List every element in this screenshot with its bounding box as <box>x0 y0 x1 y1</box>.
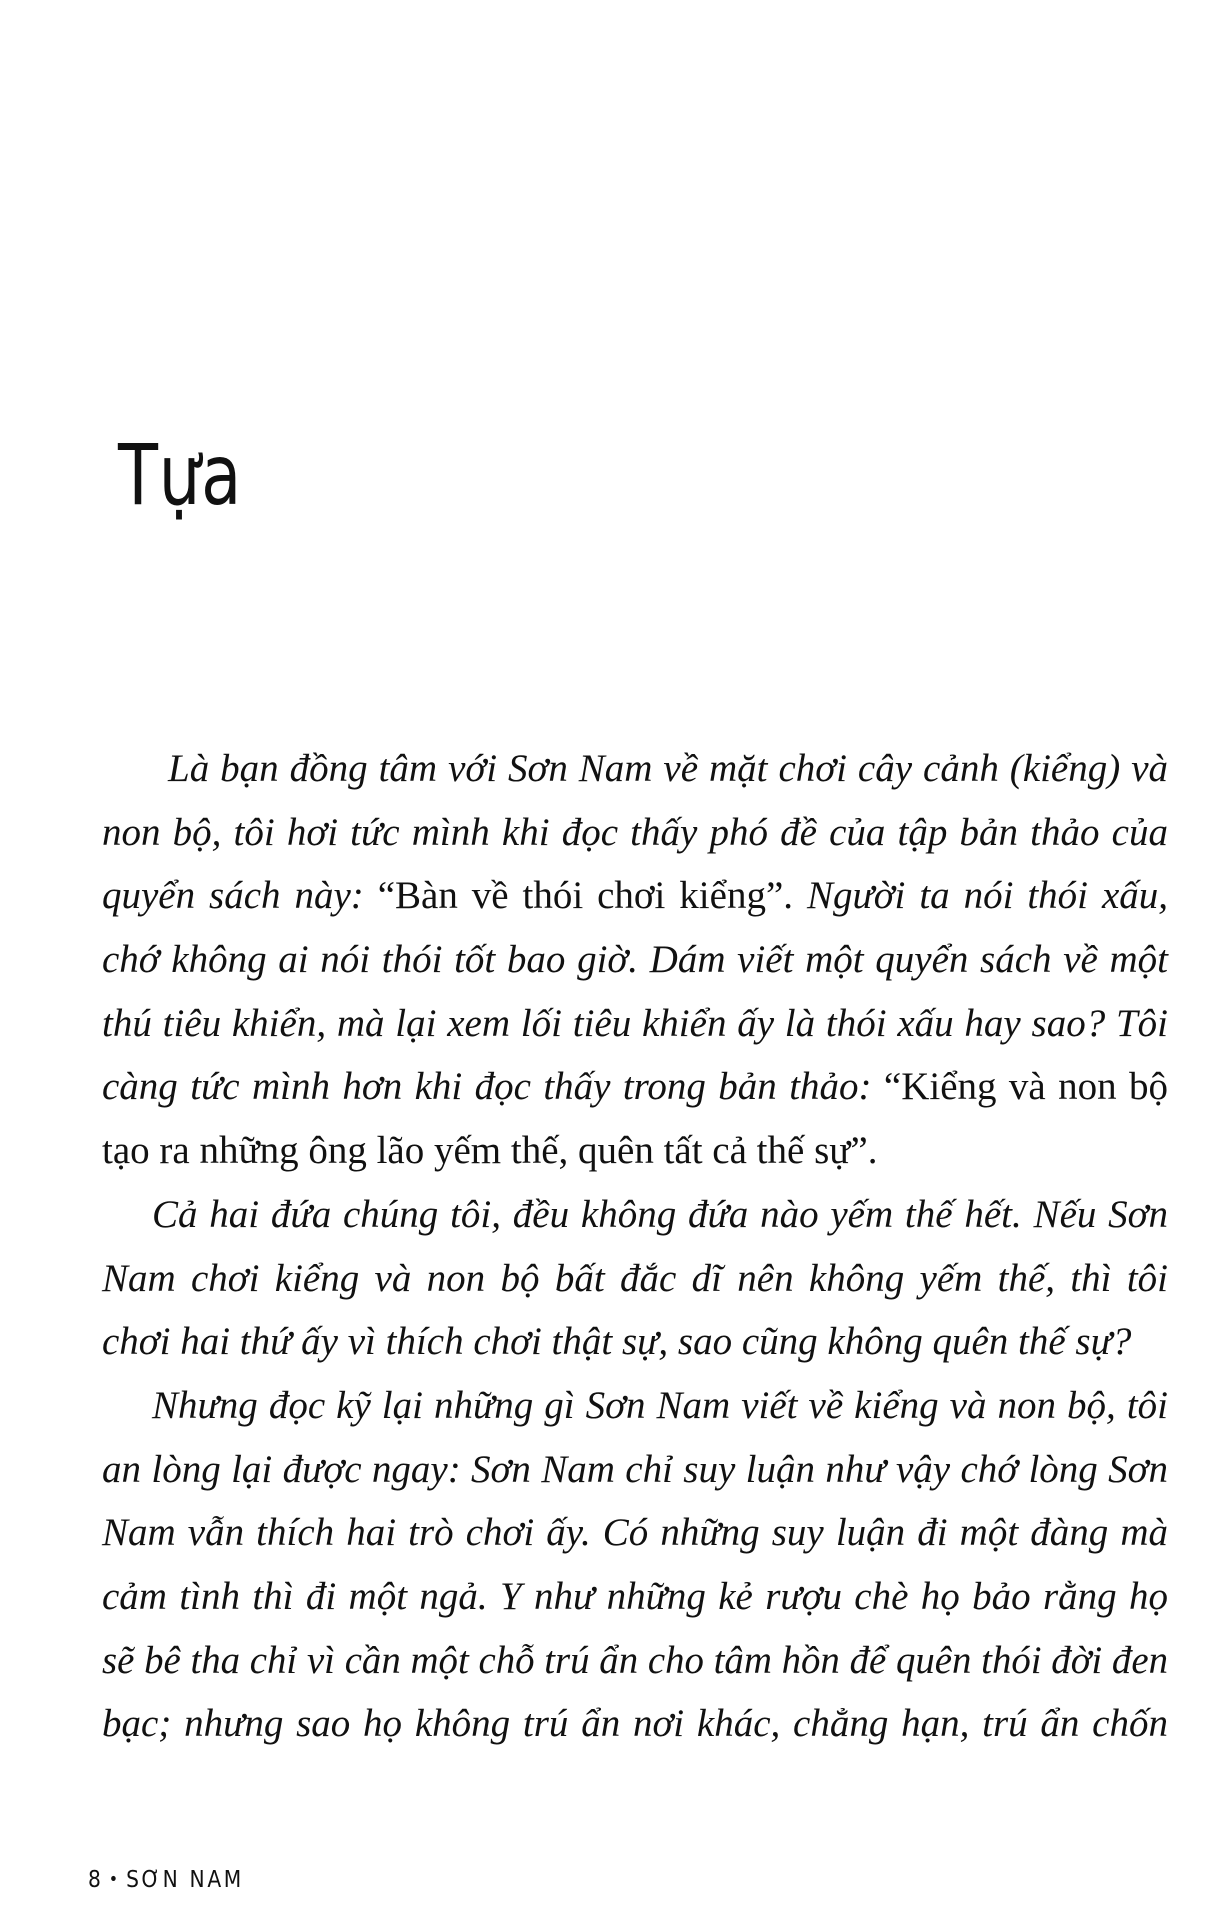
body-text <box>102 737 1168 1756</box>
text-line <box>102 737 1168 801</box>
text-segment: Là bạn đồng tâm với Sơn Nam về mặt chơi cây cảnh (kiểng) và <box>168 747 1168 790</box>
text-line <box>102 1374 1168 1438</box>
text-line <box>102 1629 1168 1693</box>
text-line <box>102 992 1168 1056</box>
text-line <box>102 1247 1168 1311</box>
text-line <box>102 864 1168 928</box>
text-line <box>102 1565 1168 1629</box>
page-number: 8 <box>88 1867 104 1893</box>
text-segment: quyển sách này: <box>102 874 378 918</box>
text-segment: Nam chơi kiểng và non bộ bất đắc dĩ nên không yếm thế, thì tôi <box>102 1256 1168 1300</box>
page-footer <box>88 1866 244 1894</box>
text-segment: bạc; nhưng sao họ không trú ẩn nơi khác, chẳng hạn, trú ẩn chốn <box>102 1702 1168 1746</box>
text-line <box>102 1119 1168 1183</box>
chapter-title: Tựa <box>118 426 243 524</box>
text-segment: Cả hai đứa chúng tôi, đều không đứa nào yếm thế hết. Nếu Sơn <box>152 1192 1168 1236</box>
running-head: SƠN NAM <box>126 1867 244 1893</box>
paragraph-1 <box>102 737 1168 1183</box>
text-segment: non bộ, tôi hơi tức mình khi đọc thấy phó đề của tập bản thảo của <box>102 810 1168 854</box>
text-segment: chớ không ai nói thói tốt bao giờ. Dám viết một quyển sách về một <box>102 938 1168 982</box>
text-line <box>102 1692 1168 1756</box>
text-line <box>102 801 1168 865</box>
text-segment: càng tức mình hơn khi đọc thấy trong bản thảo: <box>102 1065 884 1109</box>
text-line <box>102 928 1168 992</box>
text-line <box>102 1310 1168 1374</box>
text-segment: Người ta nói thói xấu, <box>806 874 1169 918</box>
quote-segment: “Bàn về thói chơi kiểng”. <box>377 874 807 918</box>
paragraph-2 <box>102 1183 1168 1374</box>
text-line <box>102 1438 1168 1502</box>
text-segment: an lòng lại được ngay: Sơn Nam chỉ suy luận như vậy chớ lòng Sơn <box>102 1447 1168 1491</box>
text-line <box>102 1183 1168 1247</box>
text-segment: thú tiêu khiển, mà lại xem lối tiêu khiển ấy là thói xấu hay sao? Tôi <box>102 1001 1168 1045</box>
text-segment: cảm tình thì đi một ngả. Y như những kẻ rượu chè họ bảo rằng họ <box>102 1574 1168 1618</box>
bullet-separator-icon: • <box>108 1869 121 1890</box>
text-line <box>102 1055 1168 1119</box>
quote-segment: tạo ra những ông lão yếm thế, quên tất cả thế sự”. <box>102 1129 878 1173</box>
paragraph-3 <box>102 1374 1168 1756</box>
text-line <box>102 1501 1168 1565</box>
text-segment: Nhưng đọc kỹ lại những gì Sơn Nam viết về kiểng và non bộ, tôi <box>152 1383 1168 1427</box>
text-segment: chơi hai thứ ấy vì thích chơi thật sự, sao cũng không quên thế sự? <box>102 1320 1132 1364</box>
text-segment: sẽ bê tha chỉ vì cần một chỗ trú ẩn cho tâm hồn để quên thói đời đen <box>102 1638 1168 1682</box>
quote-segment: “Kiểng và non bộ <box>883 1065 1168 1109</box>
text-segment: Nam vẫn thích hai trò chơi ấy. Có những suy luận đi một đàng mà <box>102 1511 1168 1555</box>
